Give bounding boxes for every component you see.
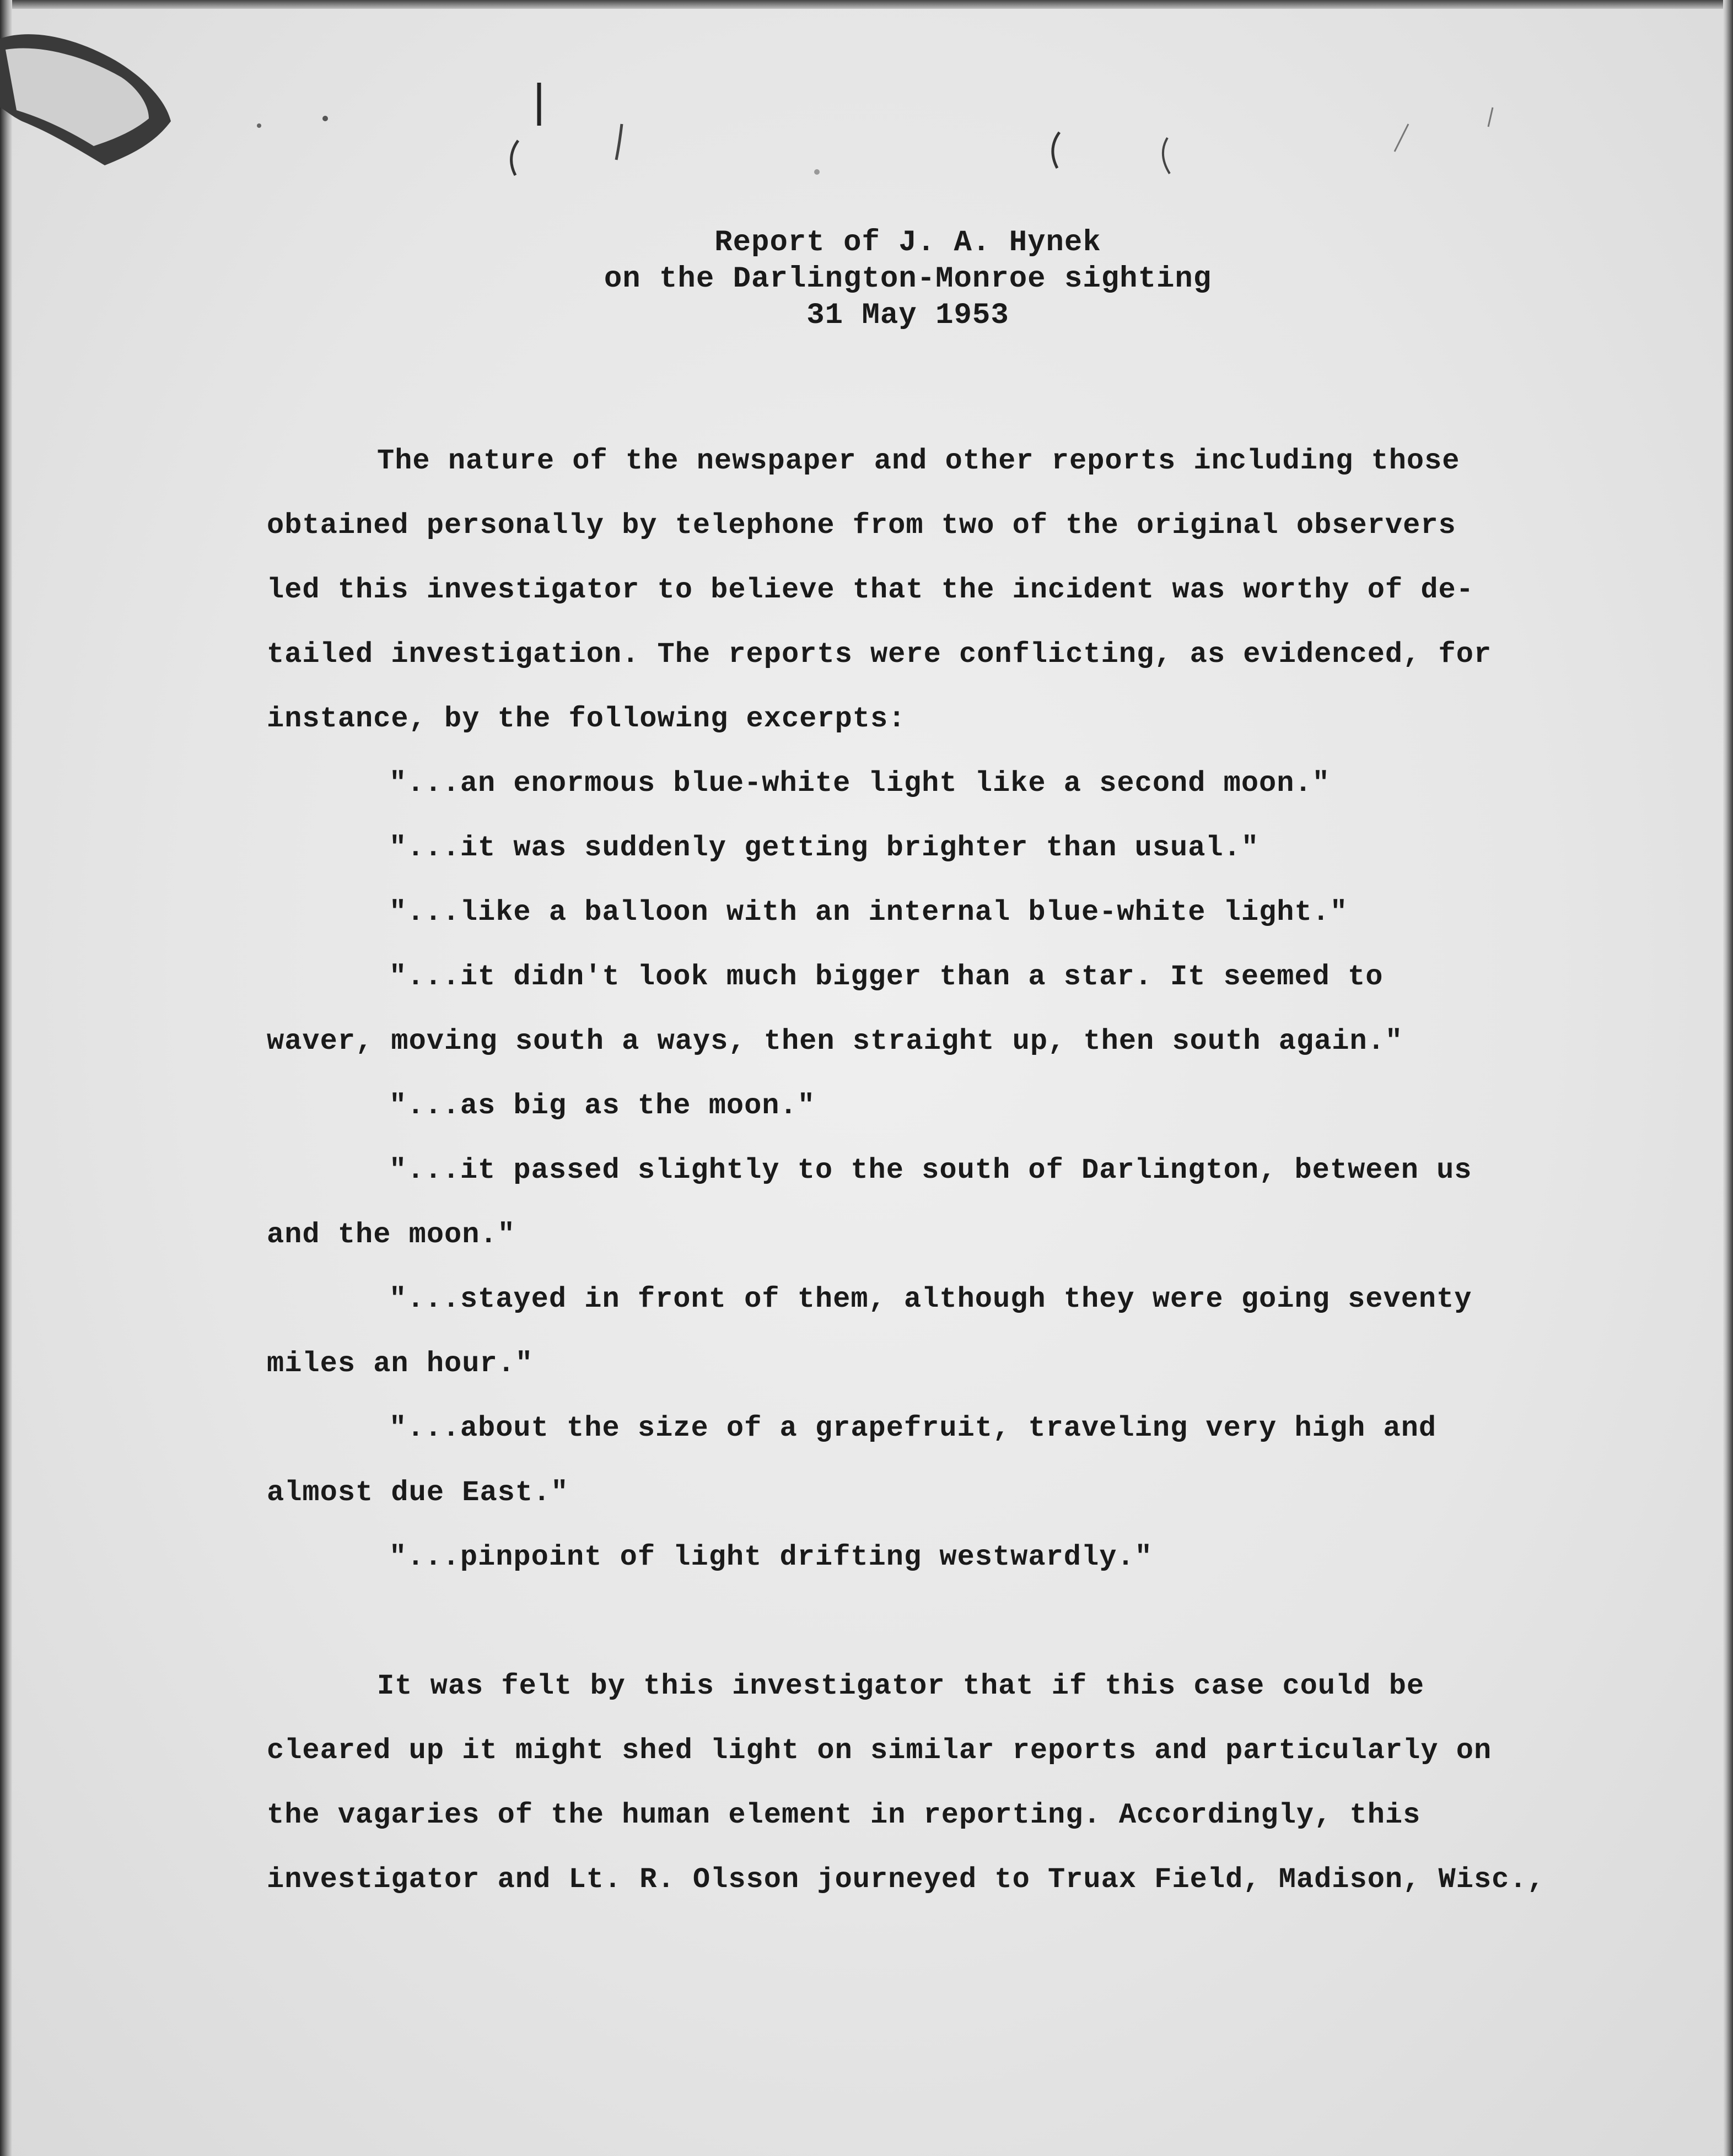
paragraph-1-line: tailed investigation. The reports were conflicting, as evidenced, for bbox=[267, 638, 1492, 671]
quote-line: "...stayed in front of them, although they were going seventy bbox=[389, 1283, 1472, 1316]
quote-line: "...pinpoint of light drifting westwardly." bbox=[389, 1541, 1153, 1573]
paragraph-2-line: the vagaries of the human element in reporting. Accordingly, this bbox=[267, 1799, 1421, 1831]
report-body bbox=[267, 429, 1545, 1912]
quote-continuation-line: almost due East." bbox=[267, 1476, 569, 1509]
report-header bbox=[0, 225, 1733, 334]
quote-line: "...as big as the moon." bbox=[389, 1090, 815, 1122]
paragraph-2-line: It was felt by this investigator that if this case could be bbox=[377, 1670, 1425, 1702]
quote-line: "...it didn't look much bigger than a star. It seemed to bbox=[389, 961, 1384, 993]
paragraph-1-line: led this investigator to believe that the incident was worthy of de- bbox=[267, 574, 1474, 606]
quote-line: "...it was suddenly getting brighter than usual." bbox=[389, 832, 1260, 864]
paragraph-1-line: instance, by the following excerpts: bbox=[267, 703, 906, 735]
paragraph-spacer bbox=[267, 1589, 1501, 1654]
header-date: 31 May 1953 bbox=[806, 299, 1009, 332]
quote-line: "...about the size of a grapefruit, traveling very high and bbox=[389, 1412, 1437, 1444]
quote-continuation-line: miles an hour." bbox=[267, 1348, 534, 1380]
header-subtitle: on the Darlington-Monroe sighting bbox=[604, 262, 1212, 296]
header-title: Report of J. A. Hynek bbox=[714, 226, 1101, 260]
quote-line: "...like a balloon with an internal blue-white light." bbox=[389, 896, 1348, 929]
paragraph-2-line: investigator and Lt. R. Olsson journeyed to Truax Field, Madison, Wisc., bbox=[267, 1863, 1545, 1896]
paragraph-2-line: cleared up it might shed light on similar reports and particularly on bbox=[267, 1734, 1492, 1767]
quote-line: "...it passed slightly to the south of Darlington, between us bbox=[389, 1154, 1472, 1187]
quote-continuation-line: waver, moving south a ways, then straight up, then south again." bbox=[267, 1025, 1403, 1058]
quote-continuation-line: and the moon." bbox=[267, 1219, 515, 1251]
paragraph-1-line: obtained personally by telephone from two of the original observers bbox=[267, 509, 1456, 542]
paragraph-1-line: The nature of the newspaper and other reports including those bbox=[377, 445, 1460, 477]
hole-punch-marks bbox=[0, 0, 1733, 231]
quote-line: "...an enormous blue-white light like a second moon." bbox=[389, 767, 1330, 800]
